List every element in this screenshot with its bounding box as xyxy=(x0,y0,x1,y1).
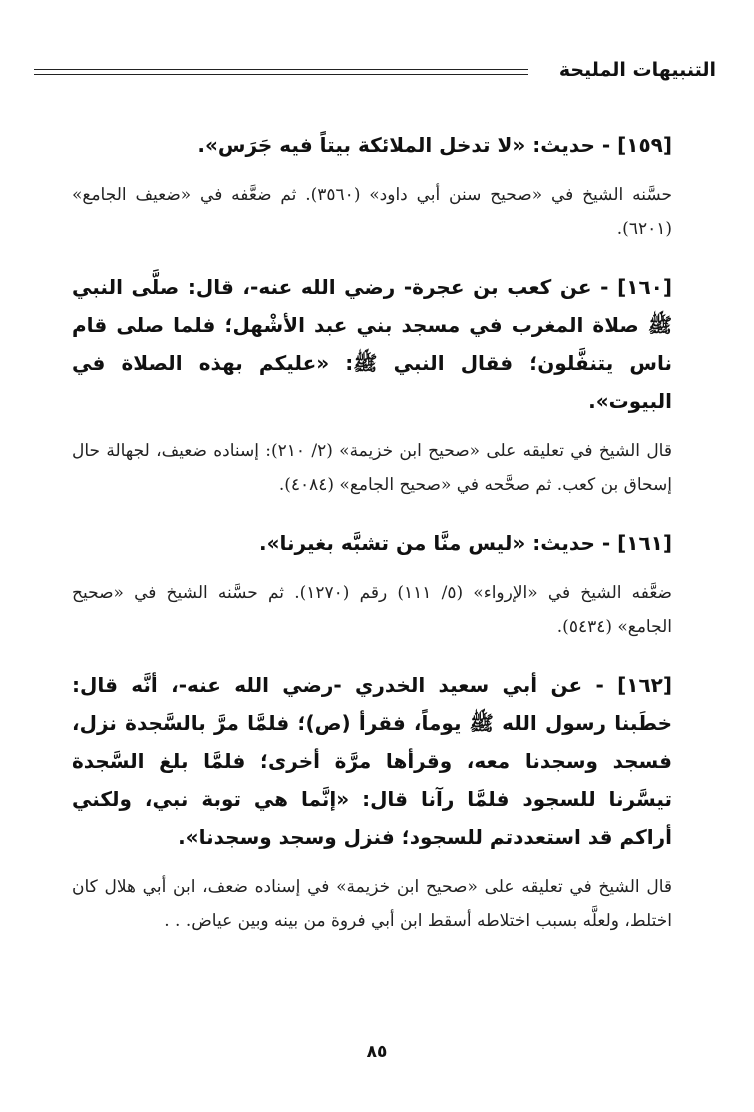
entry-commentary: قال الشيخ في تعليقه على «صحيح ابن خزيمة» (٢/ ٢١٠): إسناده ضعيف، لجهالة حال إسحاق بن كعب. ثم صحَّحه في «صحيح الجامع» (٤٠٨٤). xyxy=(72,441,672,495)
main-content xyxy=(72,126,672,938)
entry-commentary: ضعَّفه الشيخ في «الإرواء» (٥/ ١١١) رقم (١٢٧٠). ثم حسَّنه الشيخ في «صحيح الجامع» (٥٤٣٤). xyxy=(72,583,672,637)
header-rule xyxy=(34,69,528,70)
entry-number: [١٥٩] xyxy=(617,133,672,157)
hadith-entry-159 xyxy=(72,126,672,164)
entry-number: [١٦٢] xyxy=(617,673,672,697)
entry-commentary: حسَّنه الشيخ في «صحيح سنن أبي داود» (٣٥٦٠). ثم ضعَّفه في «ضعيف الجامع» (٦٢٠١). xyxy=(72,185,673,239)
header-rule xyxy=(34,74,528,75)
hadith-entry-161 xyxy=(72,524,672,562)
page-number: ٨٥ xyxy=(366,1042,388,1062)
entry-number: [١٦١] xyxy=(617,531,672,555)
running-header xyxy=(34,58,720,88)
entry-commentary: قال الشيخ في تعليقه على «صحيح ابن خزيمة» في إسناده ضعف، ابن أبي هلال كان اختلط، ولعلَّه بسبب اختلاطه أسقط ابن أبي فروة من بينه وبين عياض. . . xyxy=(72,877,672,931)
hadith-entry-162 xyxy=(72,666,672,856)
entry-text: - عن كعب بن عجرة- رضي الله عنه-، قال: صلَّى النبي ﷺ صلاة المغرب في مسجد بني عبد الأشْهل؛ فلما صلى قام ناس يتنفَّلون؛ فقال النبي ﷺ: «عليكم بهذه الصلاة في البيوت». xyxy=(72,275,672,413)
entry-text: - حديث: «ليس منَّا من تشبَّه بغيرنا». xyxy=(259,531,618,555)
entry-text: - حديث: «لا تدخل الملائكة بيتاً فيه جَرَس». xyxy=(197,133,618,157)
header-title: التنبيهات المليحة xyxy=(558,59,716,81)
hadith-entry-160 xyxy=(72,268,672,420)
entry-text: - عن أبي سعيد الخدري -رضي الله عنه-، أنَّه قال: خطَبنا رسول الله ﷺ يوماً، فقرأ (ص)؛ فلمَّا مرَّ بالسَّجدة نزل، فسجد وسجدنا معه، وقرأها مرَّة أخرى؛ فلمَّا بلغ السَّجدة تيسَّرنا للسجود فلمَّا رآنا قال: «إنَّما هي توبة نبي، ولكني أراكم قد استعددتم للسجود؛ فنزل وسجد وسجدنا». xyxy=(72,673,672,849)
entry-number: [١٦٠] xyxy=(617,275,672,299)
